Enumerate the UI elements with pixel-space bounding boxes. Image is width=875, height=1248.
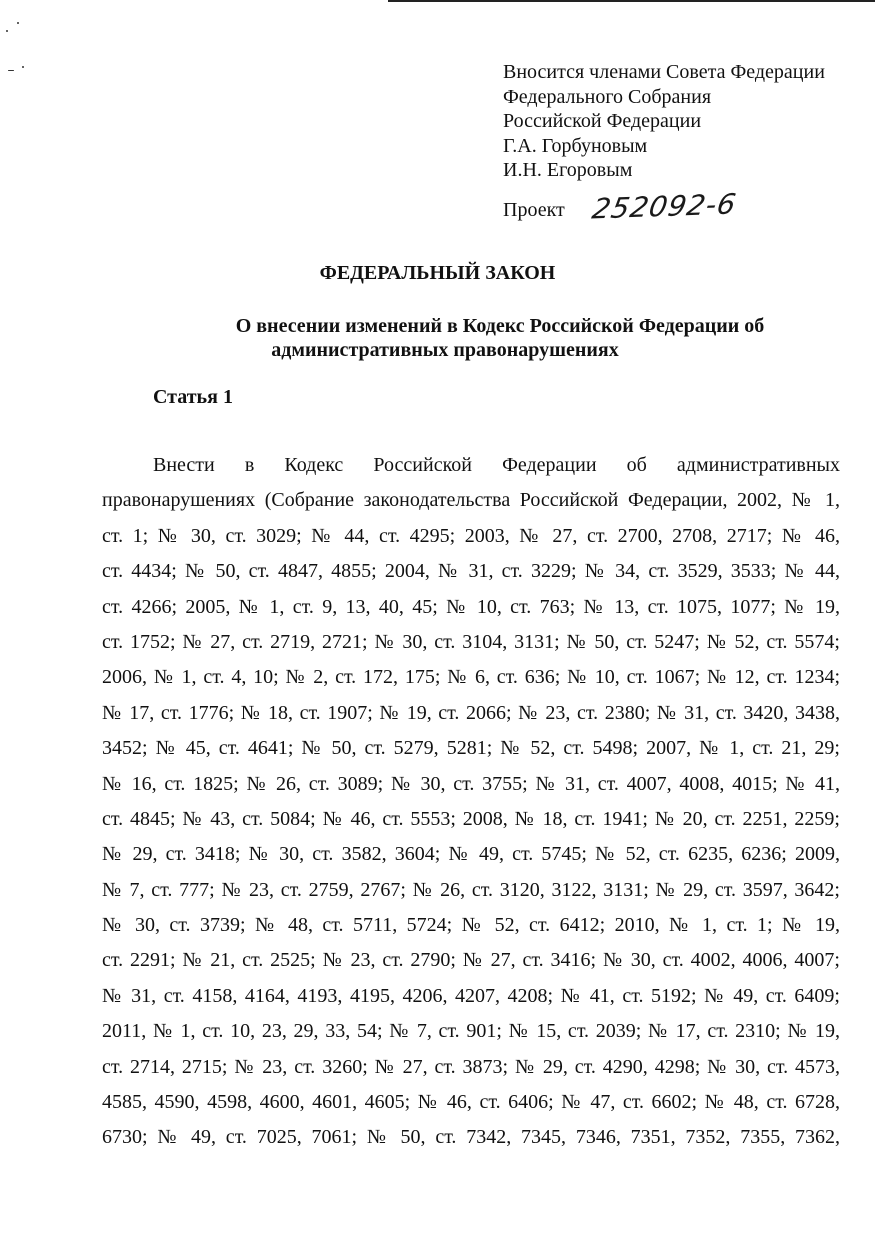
body-line: 2006, № 1, ст. 4, 10; № 2, ст. 172, 175; № 6, ст. 636; № 10, ст. 1067; № 12, ст. 1234;	[102, 666, 840, 689]
body-line: ст. 4434; № 50, ст. 4847, 4855; 2004, № 31, ст. 3229; № 34, ст. 3529, 3533; № 44,	[102, 560, 840, 583]
scan-speck	[17, 22, 19, 24]
body-line: ст. 4266; 2005, № 1, ст. 9, 13, 40, 45; № 10, ст. 763; № 13, ст. 1075, 1077; № 19,	[102, 595, 840, 618]
law-subtitle-line: О внесении изменений в Кодекс Российской Федерации об	[235, 315, 765, 337]
addressee-line: Г.А. Горбуновым	[503, 134, 648, 157]
body-line: ст. 4845; № 43, ст. 5084; № 46, ст. 5553; 2008, № 18, ст. 1941; № 20, ст. 2251, 2259;	[102, 807, 840, 830]
body-line: ст. 1752; № 27, ст. 2719, 2721; № 30, ст. 3104, 3131; № 50, ст. 5247; № 52, ст. 5574;	[102, 630, 840, 653]
addressee-line: Вносится членами Совета Федерации	[503, 61, 825, 83]
body-line: Внести в Кодекс Российской Федерации об административных	[153, 454, 840, 476]
body-line: 6730; № 49, ст. 7025, 7061; № 50, ст. 7342, 7345, 7346, 7351, 7352, 7355, 7362,	[102, 1126, 840, 1149]
body-line: 2011, № 1, ст. 10, 23, 29, 33, 54; № 7, ст. 901; № 15, ст. 2039; № 17, ст. 2310; № 19,	[102, 1020, 840, 1043]
scan-edge-line	[388, 0, 875, 2]
article-body	[102, 448, 840, 1156]
body-line: № 16, ст. 1825; № 26, ст. 3089; № 30, ст. 3755; № 31, ст. 4007, 4008, 4015; № 41,	[102, 772, 840, 795]
addressee-line: Федерального Собрания	[503, 85, 712, 108]
addressee-line: Российской Федерации	[503, 110, 702, 132]
addressee-block	[503, 60, 825, 183]
body-line: 3452; № 45, ст. 4641; № 50, ст. 5279, 5281; № 52, ст. 5498; 2007, № 1, ст. 21, 29;	[102, 737, 840, 760]
addressee-line: И.Н. Егоровым	[503, 159, 633, 181]
scan-speck	[8, 70, 14, 71]
body-line: № 29, ст. 3418; № 30, ст. 3582, 3604; № 49, ст. 5745; № 52, ст. 6235, 6236; 2009,	[102, 843, 840, 866]
law-subtitle	[120, 314, 875, 362]
scan-speck	[22, 66, 24, 68]
law-title: ФЕДЕРАЛЬНЫЙ ЗАКОН	[319, 262, 556, 284]
body-line: № 31, ст. 4158, 4164, 4193, 4195, 4206, 4207, 4208; № 41, ст. 5192; № 49, ст. 6409;	[102, 984, 840, 1007]
scan-speck	[6, 30, 8, 32]
body-line: ст. 1; № 30, ст. 3029; № 44, ст. 4295; 2003, № 27, ст. 2700, 2708, 2717; № 46,	[102, 524, 840, 547]
body-line: № 7, ст. 777; № 23, ст. 2759, 2767; № 26, ст. 3120, 3122, 3131; № 29, ст. 3597, 3642;	[102, 878, 840, 901]
article-heading: Статья 1	[153, 386, 233, 408]
law-subtitle-line: административных правонарушениях	[271, 339, 619, 361]
body-line: правонарушениях (Собрание законодательства Российской Федерации, 2002, № 1,	[102, 489, 840, 512]
project-number-handwritten: 252092-6	[589, 187, 739, 226]
body-line: № 30, ст. 3739; № 48, ст. 5711, 5724; № 52, ст. 6412; 2010, № 1, ст. 1; № 19,	[102, 914, 840, 937]
body-line: ст. 2714, 2715; № 23, ст. 3260; № 27, ст. 3873; № 29, ст. 4290, 4298; № 30, ст. 4573,	[102, 1055, 840, 1078]
project-block	[503, 187, 739, 226]
body-line: № 17, ст. 1776; № 18, ст. 1907; № 19, ст. 2066; № 23, ст. 2380; № 31, ст. 3420, 3438,	[102, 701, 840, 724]
body-line: 4585, 4590, 4598, 4600, 4601, 4605; № 46, ст. 6406; № 47, ст. 6602; № 48, ст. 6728,	[102, 1091, 840, 1114]
body-line: ст. 2291; № 21, ст. 2525; № 23, ст. 2790; № 27, ст. 3416; № 30, ст. 4002, 4006, 4007;	[102, 949, 840, 972]
project-label: Проект	[503, 199, 565, 221]
